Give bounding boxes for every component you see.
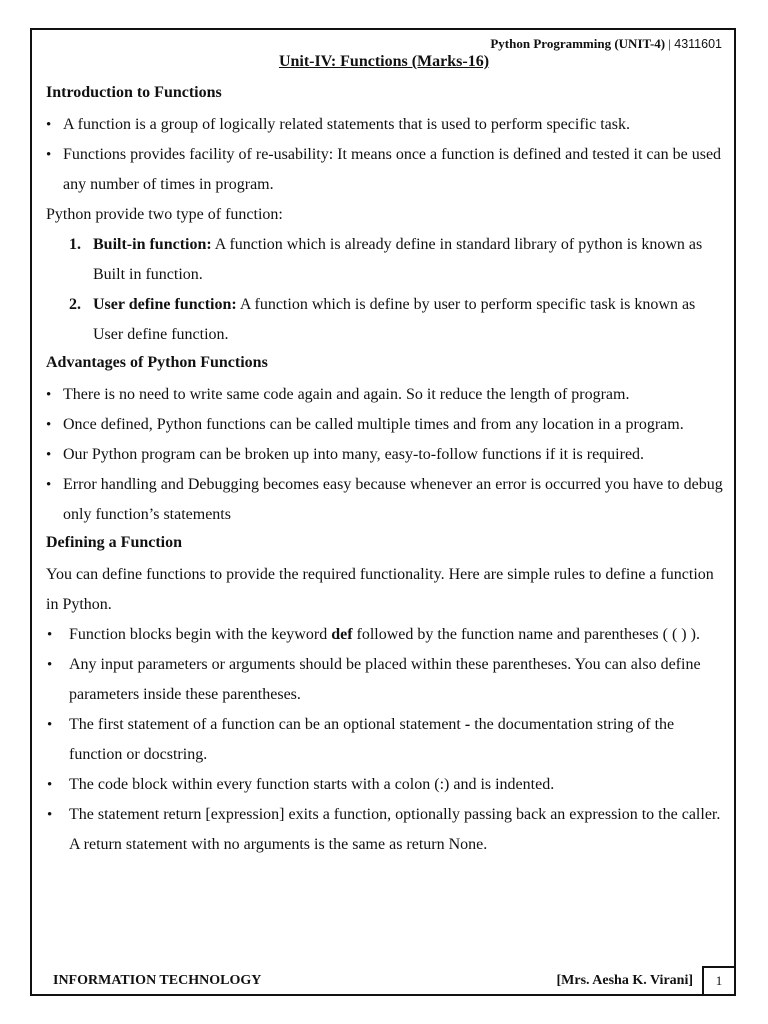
item-number: 2.: [69, 296, 81, 313]
list-item: • Once defined, Python functions can be called multiple times and from any location in a program.: [46, 410, 726, 440]
list-item: • Error handling and Debugging becomes easy because whenever an error is occurred you have to debug only function’s statements: [46, 470, 726, 530]
list-item: • There is no need to write same code again and again. So it reduce the length of program.: [46, 380, 726, 410]
definition-text: A function which is already define in standard library of python is known as Built in function.: [93, 236, 703, 283]
advantages-list: [46, 380, 726, 530]
list-item: • Function blocks begin with the keyword def followed by the function name and parentheses ( ( ) ).: [46, 620, 726, 650]
footer-department: INFORMATION TECHNOLOGY: [53, 973, 262, 988]
types-intro: Python provide two type of function:: [46, 206, 283, 223]
list-item: • The code block within every function starts with a colon (:) and is indented.: [46, 770, 726, 800]
list-item: • Any input parameters or arguments should be placed within these parentheses. You can also define parameters inside these parentheses.: [46, 650, 726, 710]
defining-heading: Defining a Function: [46, 534, 183, 551]
bold-dash: -: [464, 716, 471, 733]
list-item: [69, 290, 726, 350]
document-body: [46, 80, 726, 860]
page-number: 1: [702, 966, 736, 996]
course-title: Python Programming (UNIT-4): [490, 36, 666, 51]
footer-author: [Mrs. Aesha K. Virani]: [556, 973, 693, 988]
defining-intro: You can define functions to provide the required functionality. Here are simple rules to define a function in Python.: [46, 566, 714, 613]
list-item: • A function is a group of logically related statements that is used to perform specific task.: [46, 110, 726, 140]
defining-rules-list: [46, 620, 726, 860]
advantages-heading: Advantages of Python Functions: [46, 354, 268, 371]
keyword-def: def: [331, 626, 353, 643]
list-item: • Functions provides facility of re-usability: It means once a function is defined and tested it can be used any number of times in program.: [46, 140, 726, 200]
intro-list: [46, 110, 726, 200]
list-item: • The statement return [expression] exits a function, optionally passing back an expression to the caller. A return statement with no arguments is the same as return None.: [46, 800, 726, 860]
intro-heading: Introduction to Functions: [46, 84, 222, 101]
function-types-list: [46, 230, 726, 350]
unit-title: Unit-IV: Functions (Marks-16): [278, 53, 490, 70]
list-item: [69, 230, 726, 290]
list-item: • Our Python program can be broken up into many, easy-to-follow functions if it is required.: [46, 440, 726, 470]
page-header: [490, 36, 722, 52]
item-number: 1.: [69, 236, 81, 253]
course-code: 4311601: [674, 37, 722, 51]
definition-text: A function which is define by user to perform specific task is known as User define function.: [93, 296, 696, 343]
term-user-define: User define function:: [93, 296, 237, 313]
list-item: • The first statement of a function can be an optional statement - the documentation string of the function or docstring.: [46, 710, 726, 770]
header-separator: |: [668, 36, 671, 51]
term-builtin: Built-in function:: [93, 236, 212, 253]
